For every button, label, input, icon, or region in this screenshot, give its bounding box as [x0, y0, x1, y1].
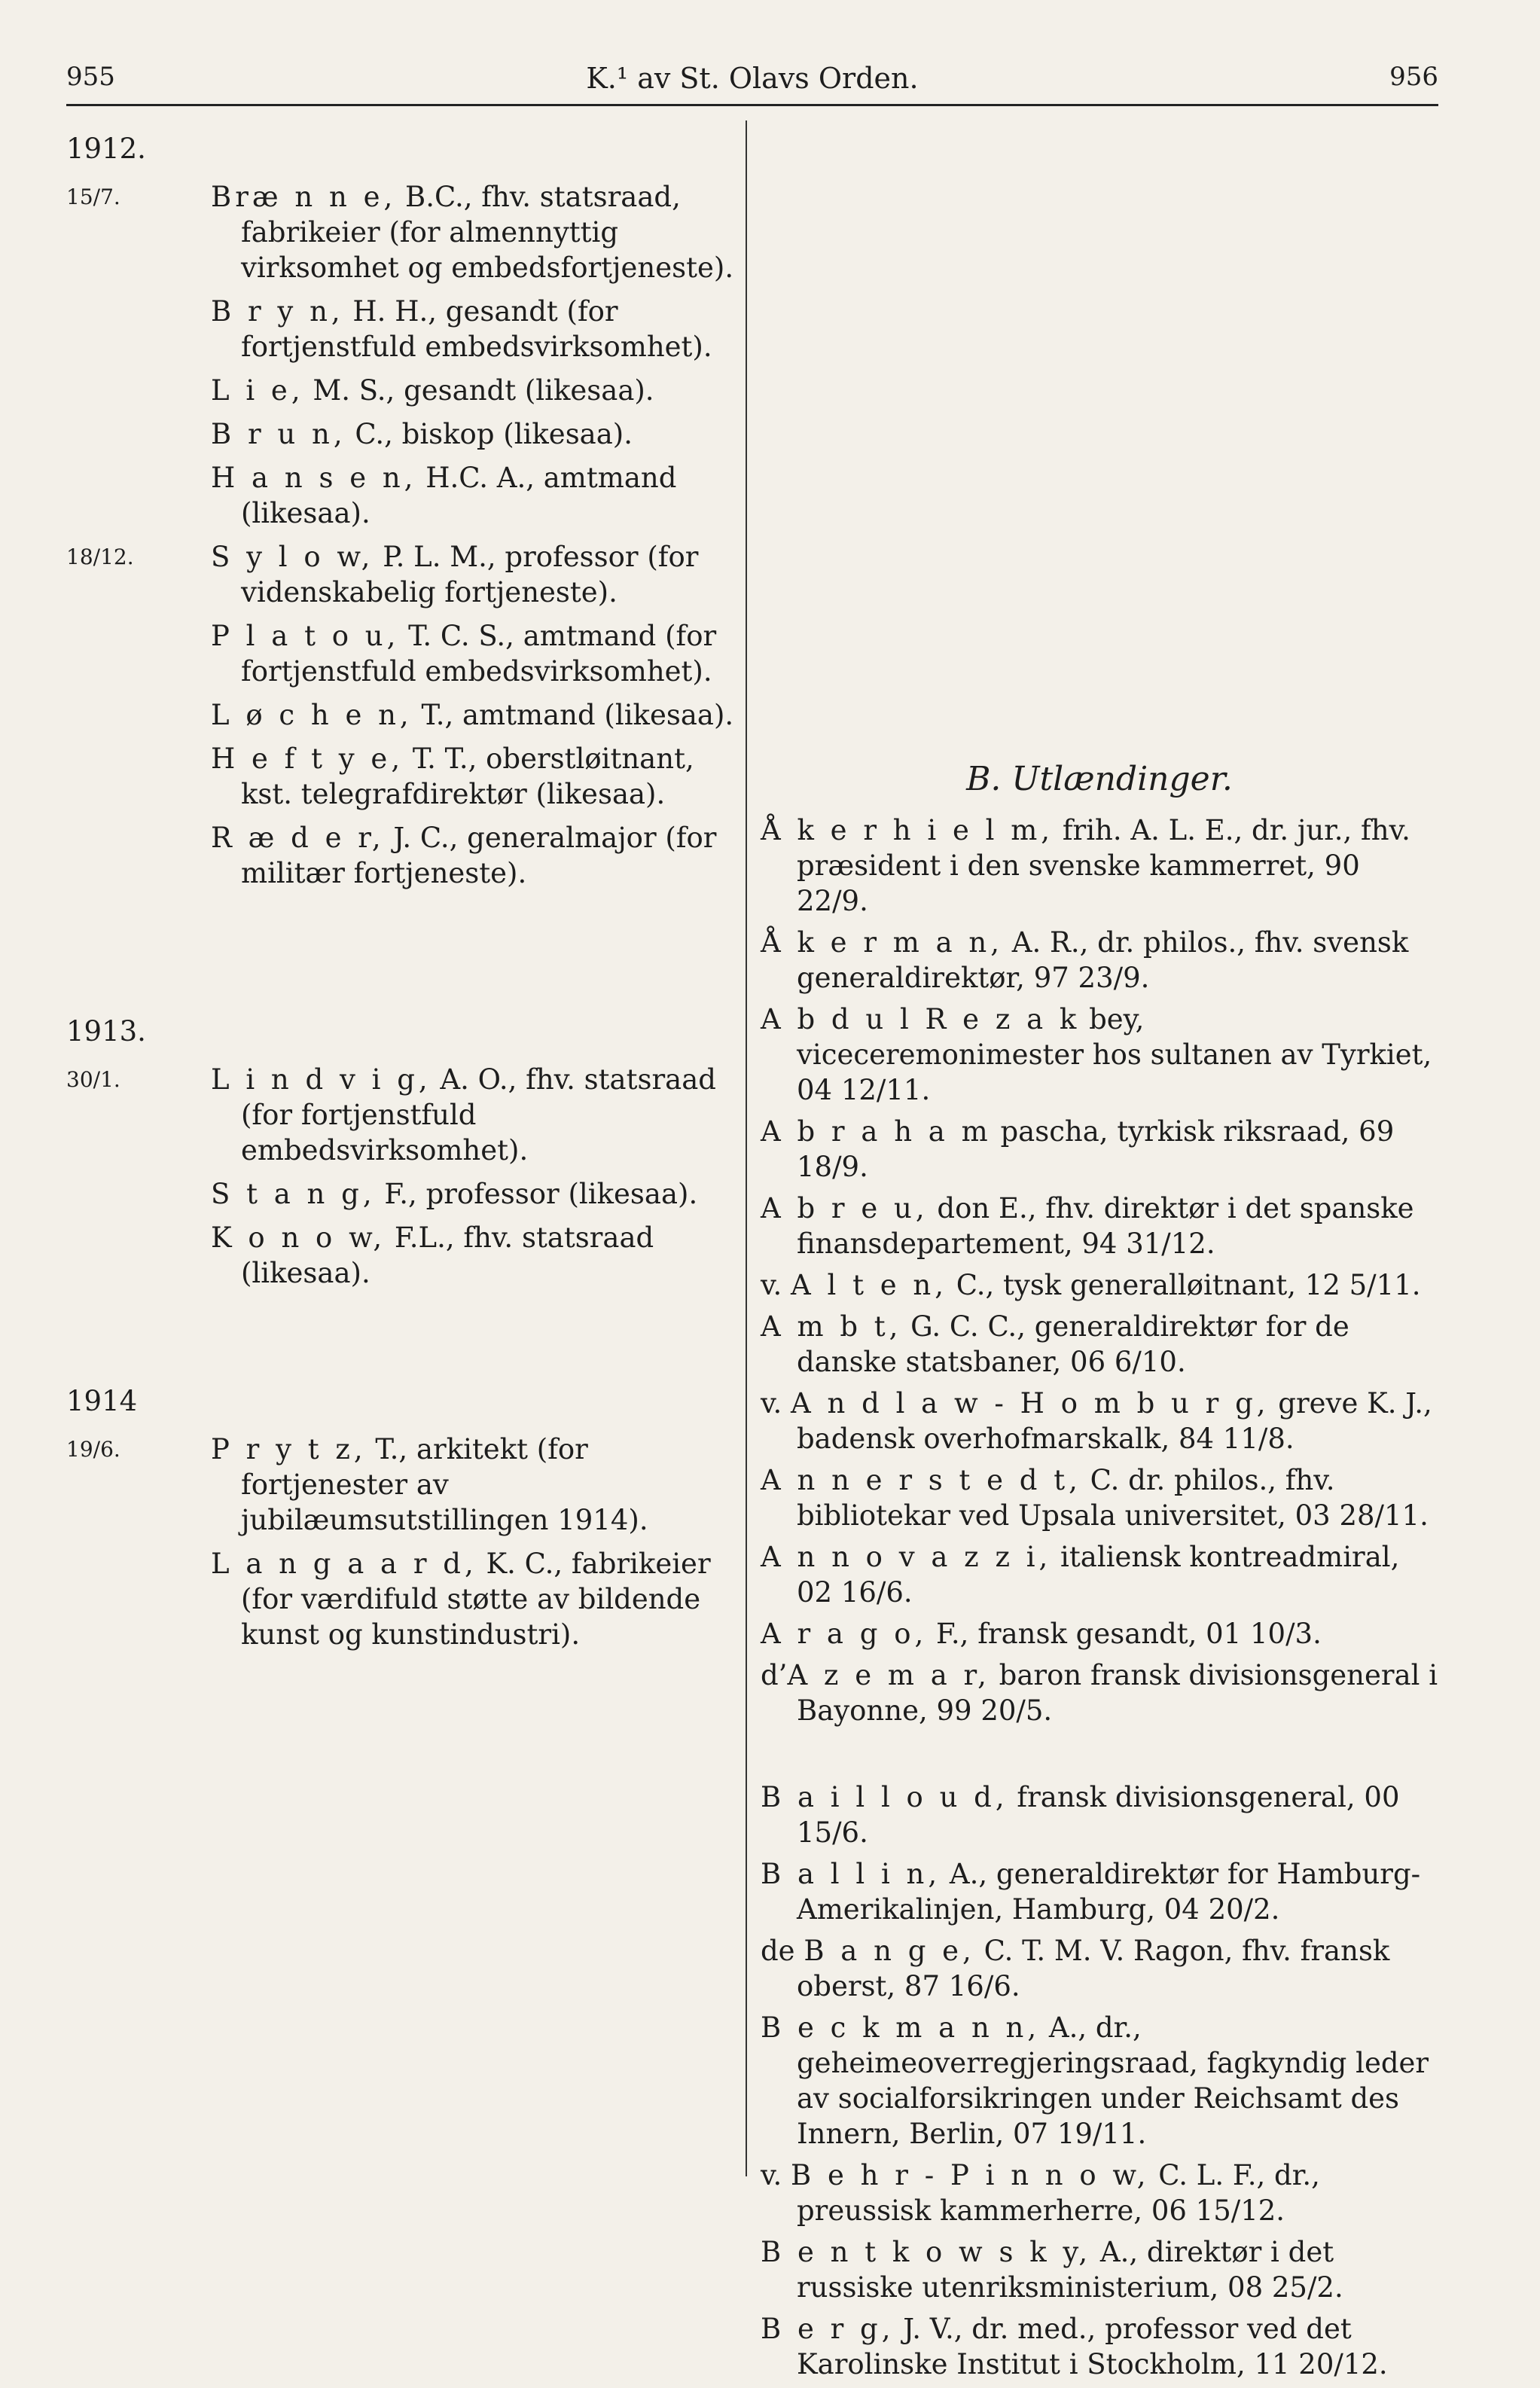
entry-name: A n n e r s t e d t, — [761, 1464, 1081, 1496]
entry-text: C., tysk generalløitnant, 12 5/11. — [947, 1269, 1421, 1301]
list-item — [761, 1616, 1438, 1651]
entry-name: A l t e n, — [791, 1269, 948, 1301]
entry-name: A n d l a w - H o m b u r g, — [791, 1387, 1270, 1420]
entry-text: F., fransk gesandt, 01 10/3. — [927, 1618, 1322, 1650]
entry-text: greve K. J., badensk overhofmarskalk, 84 11/8. — [797, 1387, 1432, 1455]
list-item — [761, 1933, 1438, 2004]
entry-text: A., generaldirektør for Hamburg-Amerikalinjen, Hamburg, 04 20/2. — [797, 1858, 1421, 1926]
list-item — [66, 373, 736, 408]
entry-prefix: v. — [761, 2159, 791, 2191]
entry-text: M. S., gesandt (likesaa). — [303, 374, 654, 407]
entry-text: don E., fhv. direktør i det spanske finansdepartement, 94 31/12. — [797, 1192, 1414, 1260]
entry-text: A. R., dr. philos., fhv. svensk generaldirektør, 97 23/9. — [797, 926, 1409, 994]
entry-date: 30/1. — [66, 1067, 120, 1092]
entry-text: G. C. C., generaldirektør for de danske statsbaner, 06 6/10. — [797, 1310, 1349, 1378]
entry-text: T. C. S., amtmand (for fortjenstfuld embedsvirksomhet). — [241, 620, 717, 688]
entry-name: H e f t y e, — [211, 743, 404, 775]
entry-text: C. dr. philos., fhv. bibliotekar ved Upsala universitet, 03 28/11. — [797, 1464, 1429, 1532]
list-item — [66, 1062, 736, 1168]
entry-text: T., amtmand (likesaa). — [412, 699, 734, 731]
list-item — [761, 2158, 1438, 2228]
list-item — [66, 294, 736, 364]
list-item — [66, 416, 736, 452]
entry-name: B r u n, — [211, 418, 346, 450]
entry-name: B r y n, — [211, 295, 344, 328]
entry-text: B.C., fhv. statsraad, fabrikeier (for almennyttig virksomhet og embedsfortjeneste). — [241, 181, 734, 284]
list-item — [66, 697, 736, 733]
entry-text: T. T., oberstløitnant, kst. telegrafdirektør (likesaa). — [241, 743, 694, 810]
header-rule — [66, 104, 1438, 106]
entry-name: B a l l i n, — [761, 1858, 941, 1890]
list-item — [66, 179, 736, 285]
list-item — [761, 1462, 1438, 1533]
list-item — [761, 1267, 1438, 1303]
left-column — [66, 130, 736, 1661]
list-item — [66, 539, 736, 610]
list-item — [761, 1191, 1438, 1261]
entry-text: C. L. F., dr., preussisk kammerherre, 06 15/12. — [797, 2159, 1320, 2227]
entry-text: A. O., fhv. statsraad (for fortjenstfuld embedsvirksomhet). — [241, 1063, 716, 1167]
entry-name: P r y t z, — [211, 1433, 367, 1465]
entry-text: J. V., dr. med., professor ved det Karolinske Institut i Stockholm, 11 20/12. — [797, 2313, 1388, 2380]
entry-name: L i e, — [211, 374, 304, 407]
entry-text: C., biskop (likesaa). — [346, 418, 633, 450]
entry-name: H a n s e n, — [211, 462, 417, 494]
entry-name: A b d u l R e z a k — [761, 1003, 1081, 1035]
list-item — [761, 2311, 1438, 2382]
year-heading: 1913. — [66, 1015, 146, 1048]
entry-name: Å k e r h i e l m, — [761, 814, 1054, 846]
entry-text: frih. A. L. E., dr. jur., fhv. præsident i den svenske kammerret, 90 22/9. — [797, 814, 1410, 917]
entry-name: K o n o w, — [211, 1221, 386, 1254]
page-header — [66, 47, 1438, 99]
entry-name: A b r a h a m — [761, 1115, 992, 1148]
entry-text: A., direktør i det russiske utenriksministerium, 08 25/2. — [797, 2236, 1343, 2304]
entry-name: S t a n g, — [211, 1178, 376, 1210]
list-item — [761, 925, 1438, 996]
list-item — [66, 1432, 736, 1538]
column-divider — [746, 120, 747, 2176]
list-item — [761, 1856, 1438, 1927]
page-title: K.¹ av St. Olavs Orden. — [586, 62, 919, 95]
entry-name: A b r e u, — [761, 1192, 929, 1224]
entry-name: A m b t, — [761, 1310, 902, 1343]
list-item — [761, 2010, 1438, 2152]
list-item — [66, 1176, 736, 1212]
page-number-right: 956 — [1389, 62, 1438, 92]
entry-date: 19/6. — [66, 1437, 120, 1462]
page-number-left: 955 — [66, 62, 115, 92]
entry-date: 15/7. — [66, 185, 120, 209]
entry-name: B a i l l o u d, — [761, 1781, 1008, 1813]
entry-name: B e n t k o w s k y, — [761, 2236, 1092, 2268]
entry-text: J. C., generalmajor (for militær fortjeneste). — [241, 822, 717, 889]
entry-text: K. C., fabrikeier (for værdifuld støtte av bildende kunst og kunstindustri). — [241, 1548, 711, 1651]
entry-text: F., professor (likesaa). — [375, 1178, 698, 1210]
entry-name: Bræ n n e, — [211, 181, 397, 213]
list-item — [66, 618, 736, 689]
entry-name: S y l o w, — [211, 541, 374, 573]
list-item — [66, 460, 736, 531]
entry-text: F.L., fhv. statsraad (likesaa). — [241, 1221, 654, 1289]
entry-text: T., arkitekt (for fortjenester av jubilæumsutstillingen 1914). — [241, 1433, 648, 1536]
entry-text: italiensk kontreadmiral, 02 16/6. — [797, 1541, 1400, 1609]
entry-text: H.C. A., amtmand (likesaa). — [241, 462, 677, 529]
entry-text: P. L. M., professor (for videnskabelig fortjeneste). — [241, 541, 699, 608]
list-item — [761, 1114, 1438, 1185]
entry-date: 18/12. — [66, 544, 134, 569]
entry-name: L ø c h e n, — [211, 699, 413, 731]
section-title: B. Utlændinger. — [966, 760, 1233, 798]
entry-text: baron fransk divisionsgeneral i Bayonne, 99 20/5. — [797, 1659, 1438, 1727]
entry-name: A r a g o, — [761, 1618, 928, 1650]
list-item — [761, 1539, 1438, 1610]
list-item — [761, 2234, 1438, 2305]
list-item — [66, 820, 736, 891]
list-item — [761, 1309, 1438, 1380]
list-item — [761, 1386, 1438, 1456]
entry-name: B a n g e, — [804, 1935, 975, 1967]
entry-name: Å k e r m a n, — [761, 926, 1004, 959]
entry-text: pascha, tyrkisk riksraad, 69 18/9. — [797, 1115, 1395, 1183]
entry-name: B e r g, — [761, 2313, 895, 2345]
entry-text: C. T. M. V. Ragon, fhv. fransk oberst, 87 16/6. — [797, 1935, 1390, 2002]
entry-text: bey, viceceremonimester hos sultanen av Tyrkiet, 04 12/11. — [797, 1003, 1432, 1106]
list-item — [66, 1546, 736, 1652]
year-heading: 1914 — [66, 1385, 138, 1417]
right-column — [761, 757, 1438, 2388]
list-item — [66, 1220, 736, 1291]
entry-prefix: v. — [761, 1387, 791, 1420]
entry-name: L a n g a a r d, — [211, 1548, 477, 1580]
entry-prefix: de — [761, 1935, 804, 1967]
list-item — [761, 1002, 1438, 1108]
year-heading: 1912. — [66, 133, 146, 165]
entry-text: A., dr., geheimeoverregjeringsraad, fagkyndig leder av socialforsikringen under Reichsamt des Innern, Berlin, 07 19/11. — [797, 2011, 1429, 2150]
entry-name: P l a t o u, — [211, 620, 400, 652]
entry-name: L i n d v i g, — [211, 1063, 432, 1096]
entry-prefix: v. — [761, 1269, 791, 1301]
list-item — [761, 813, 1438, 919]
entry-text: H. H., gesandt (for fortjenstfuld embedsvirksomhet). — [241, 295, 712, 363]
list-item — [66, 741, 736, 812]
list-item — [761, 1658, 1438, 1728]
list-item — [761, 1780, 1438, 1850]
entry-prefix: d’ — [761, 1659, 788, 1691]
entry-name: B e h r - P i n n o w, — [791, 2159, 1150, 2191]
entry-name: B e c k m a n n, — [761, 2011, 1041, 2044]
entry-name: A n n o v a z z i, — [761, 1541, 1052, 1573]
entry-text: fransk divisionsgeneral, 00 15/6. — [797, 1781, 1400, 1849]
entry-name: A z e m a r, — [787, 1659, 990, 1691]
entry-name: R æ d e r, — [211, 822, 385, 854]
